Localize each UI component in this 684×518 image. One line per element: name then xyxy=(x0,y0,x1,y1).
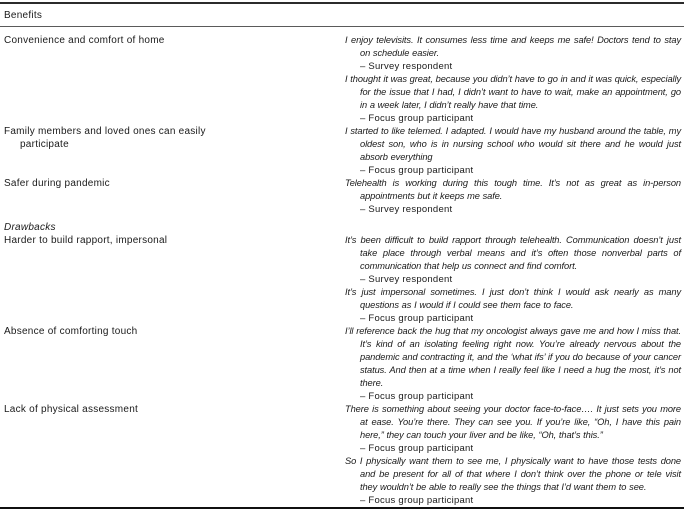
row-label: Safer during pandemic xyxy=(4,178,110,190)
quote-attribution: – Focus group participant xyxy=(360,495,474,507)
quote-attribution: – Focus group participant xyxy=(360,165,474,177)
row-quotes xyxy=(345,325,681,403)
subheader-drawbacks: Drawbacks xyxy=(4,222,56,234)
row-label: Convenience and comfort of home xyxy=(4,35,165,47)
table-row xyxy=(0,325,684,403)
row-quotes xyxy=(345,234,681,325)
quote-text: It’s just impersonal sometimes. I just don’t think I would ask nearly as many questions as I would if I could see them face to face. xyxy=(345,287,681,311)
quote-attribution: – Survey respondent xyxy=(360,61,453,73)
quote-attribution: – Focus group participant xyxy=(360,113,474,125)
table-header-row xyxy=(0,4,684,26)
row-quotes xyxy=(345,403,681,507)
table-bottom-rule xyxy=(0,507,684,509)
quote-text: It’s been difficult to build rapport through telehealth. Communication doesn’t just take place through verbal means and it’s often those nonverbal parts of communication that help us connect and find comfort. xyxy=(345,235,681,272)
quote-text: I enjoy televisits. It consumes less time and keeps me safe! Doctors tend to stay on schedule easier. xyxy=(345,35,681,59)
row-label: Family members and loved ones can easily participate xyxy=(4,126,206,151)
quote-text: There is something about seeing your doctor face-to-face…. It just sets you more at ease. You’re there. They can see you. If you’re like, “Oh, I have this pain here,” they can touch your liver and be like, “Oh, that’s this.” xyxy=(345,404,681,441)
table-row xyxy=(0,403,684,507)
row-label: Harder to build rapport, impersonal xyxy=(4,235,168,247)
table-row xyxy=(0,234,684,325)
quote-attribution: – Survey respondent xyxy=(360,204,453,216)
quote-attribution: – Focus group participant xyxy=(360,443,474,455)
quote-text: Telehealth is working during this tough time. It’s not as great as in-person appointments but it keeps me safe. xyxy=(345,178,681,202)
row-label: Absence of comforting touch xyxy=(4,326,138,338)
quote-attribution: – Focus group participant xyxy=(360,313,474,325)
table-row xyxy=(0,177,684,216)
empty-cell xyxy=(345,221,681,234)
quote-text: So I physically want them to see me, I physically want to have those tests done and be present for all of that where I don’t think over the phone or tele visit they wouldn’t be able to really see the things that I’d want them to see. xyxy=(345,456,681,493)
table-header-benefits: Benefits xyxy=(4,9,43,21)
quote-attribution: – Focus group participant xyxy=(360,391,474,403)
quote-text: I’ll reference back the hug that my oncologist always gave me and how I miss that. It’s kind of an isolating feeling right now. You’re already nervous about the pandemic and contracting it, and the ‘what ifs’ if you do because of your cancer status. And then at a time when I really feel like I need a hug the most, it’s not there. xyxy=(345,326,681,389)
quote-attribution: – Survey respondent xyxy=(360,274,453,286)
table-row xyxy=(0,34,684,125)
table-body xyxy=(0,27,684,507)
row-quotes xyxy=(345,177,681,216)
row-quotes xyxy=(345,34,681,125)
row-label: Lack of physical assessment xyxy=(4,404,139,416)
quote-text: I thought it was great, because you didn’t have to go in and it was quick, especially for the issue that I had, I didn’t want to have to wait, make an appointment, go in a week later, I didn’t really have that time. xyxy=(345,74,681,111)
table-subheader-row xyxy=(0,221,684,234)
row-quotes xyxy=(345,125,681,177)
table-row xyxy=(0,125,684,177)
quote-text: I started to like telemed. I adapted. I would have my husband around the table, my oldest son, who is in nursing school who would sit there and he would just absorb everything xyxy=(345,126,681,163)
